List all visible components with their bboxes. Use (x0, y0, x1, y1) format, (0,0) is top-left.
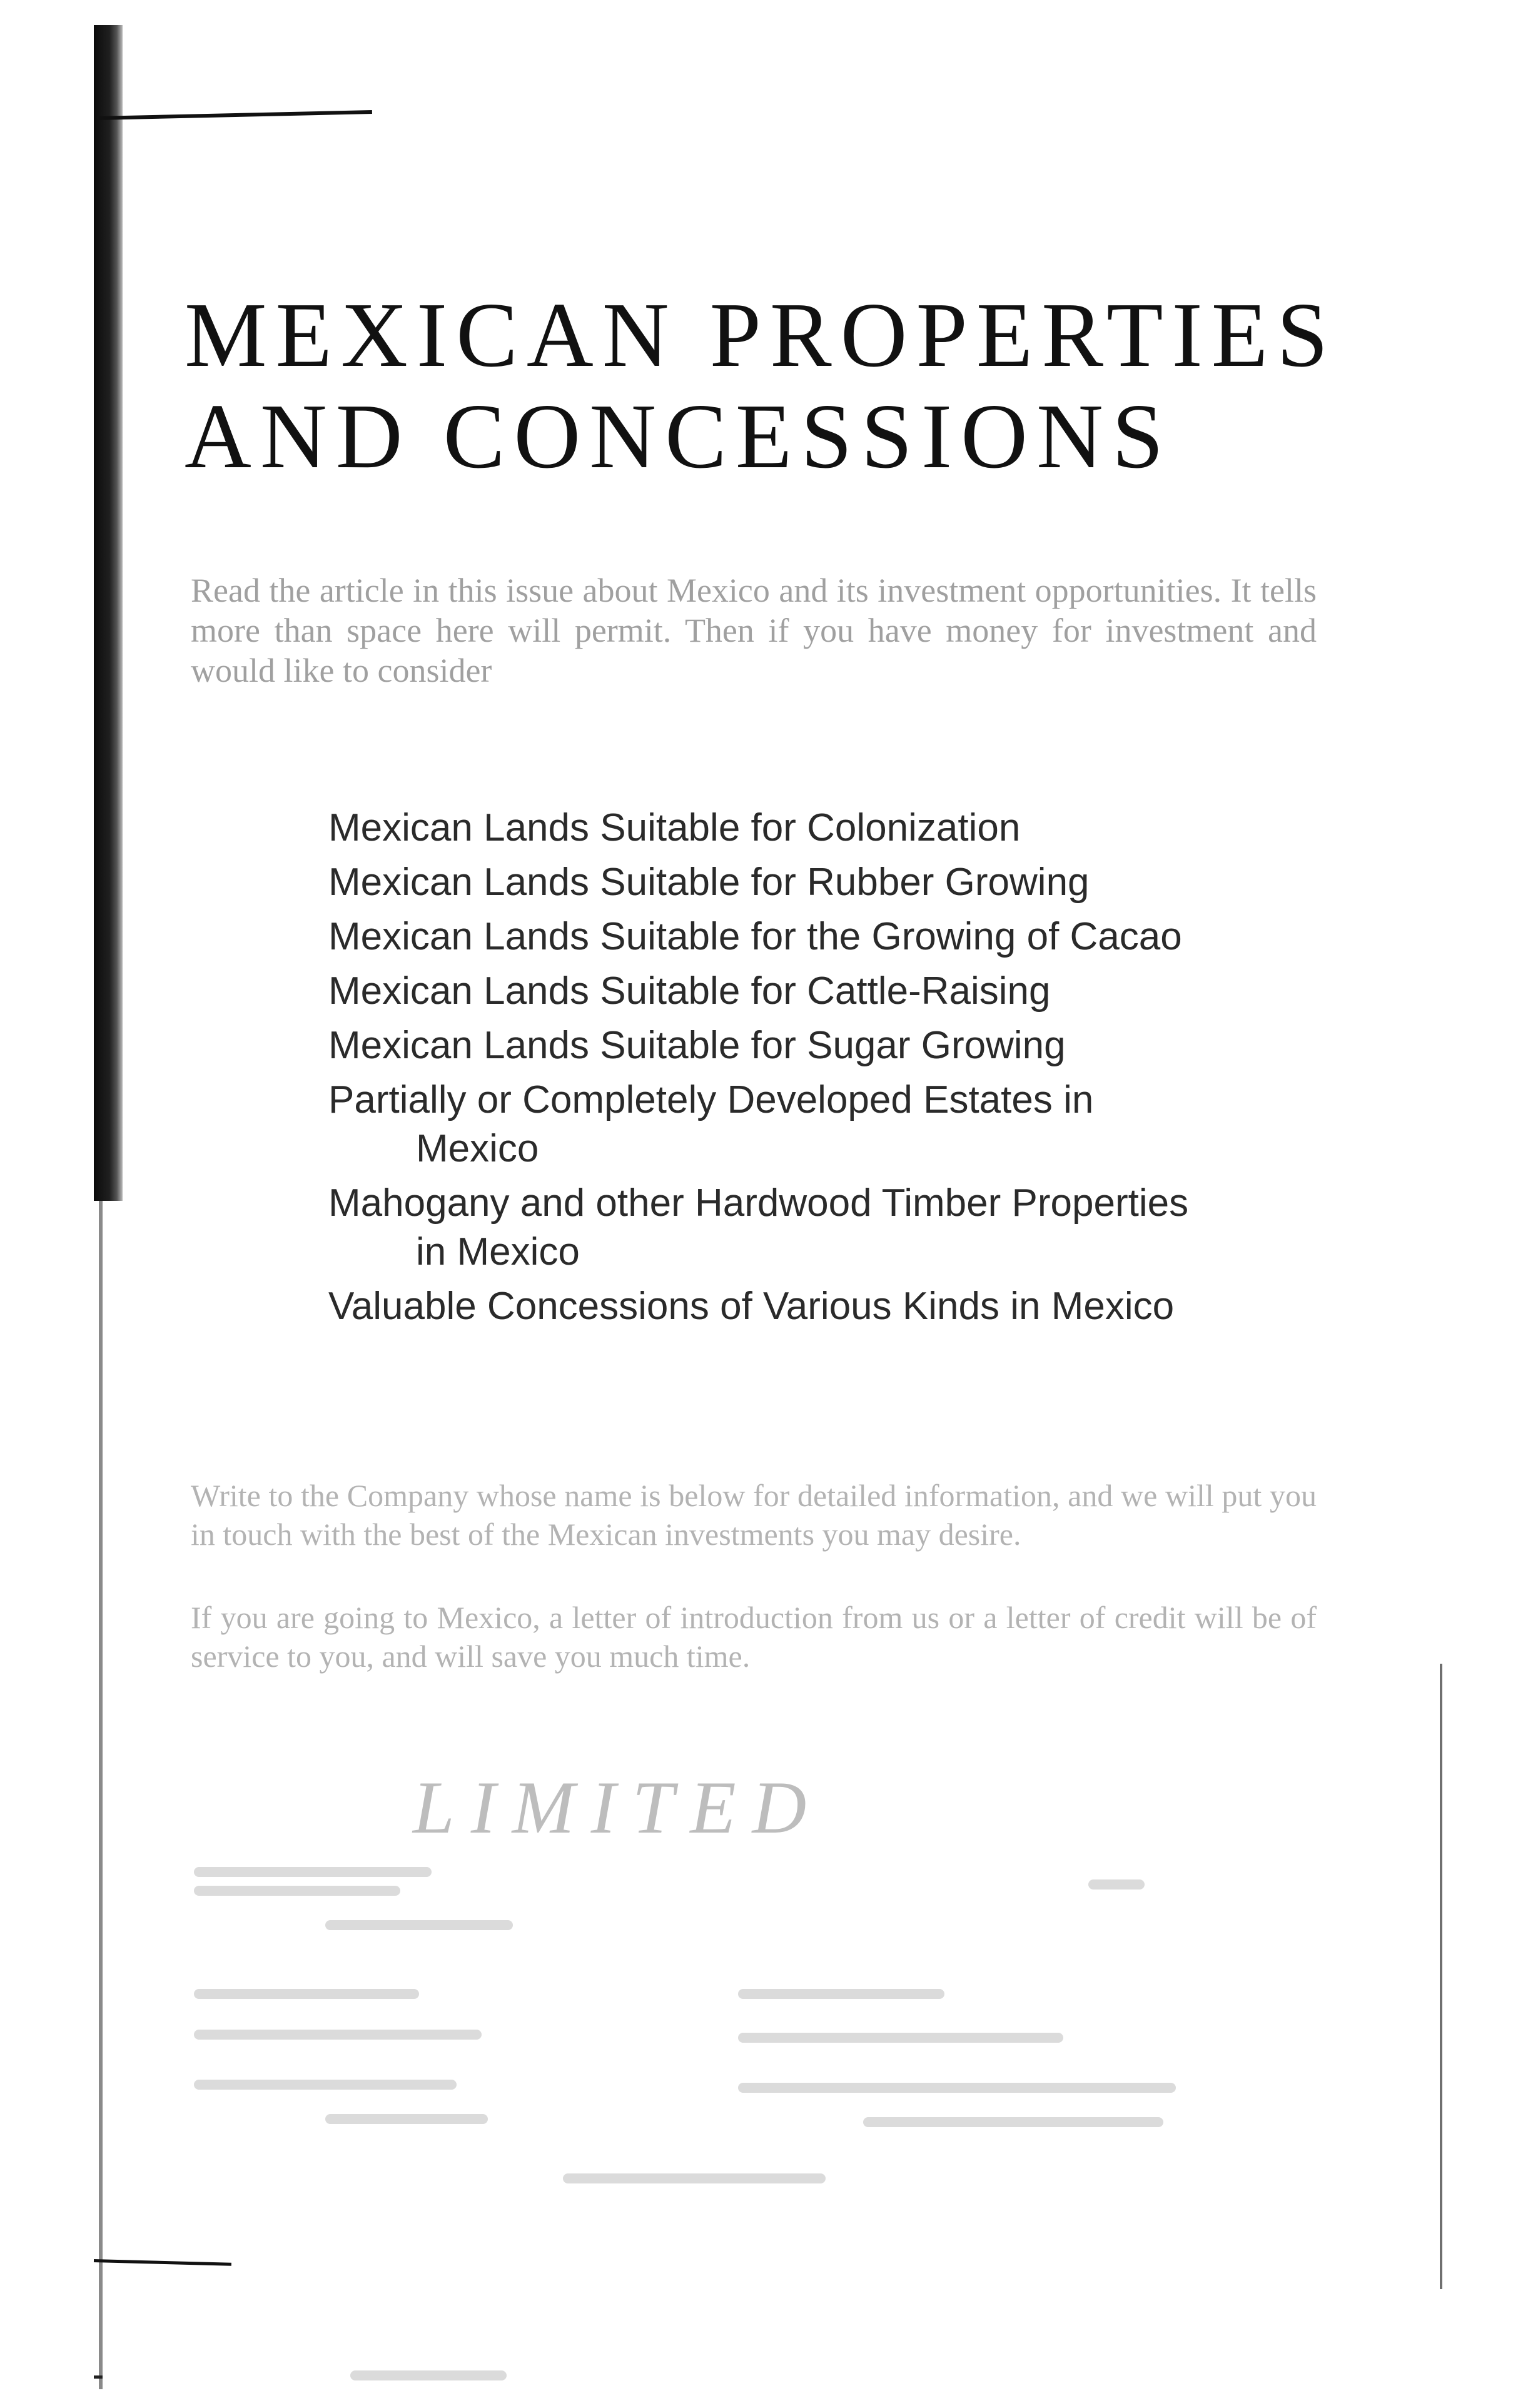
faded-address-line (194, 1867, 432, 1877)
faded-address-line (738, 2083, 1176, 2093)
scan-binding-edge (94, 25, 123, 1201)
property-list (328, 804, 1217, 1337)
faded-address-line (194, 2030, 482, 2040)
page-title (185, 284, 1337, 488)
property-item: Partially or Completely Developed Estates in Mexico (328, 1078, 1094, 1170)
faded-address-line (738, 1989, 944, 1999)
faded-address-line (1088, 1879, 1145, 1889)
closing-paragraph-2: If you are going to Mexico, a letter of introduction from us or a letter of credit will be of service to you, and will save you much time. (191, 1600, 1317, 1674)
faded-address-line (325, 1920, 513, 1930)
intro-paragraph: Read the article in this issue about Mexico and its investment opportunities. It tells more than space here will permit. Then if you have money for investment and would like to consider (191, 572, 1317, 689)
property-item: Mexican Lands Suitable for Sugar Growing (328, 1024, 1066, 1067)
scan-margin-line (99, 1201, 103, 2389)
faded-address-line (194, 2080, 457, 2090)
faded-address-line (738, 2033, 1063, 2043)
property-item: Mexican Lands Suitable for Cattle-Raising (328, 969, 1051, 1013)
company-signature: LIMITED (413, 1766, 823, 1849)
faded-address-line (194, 1886, 400, 1896)
closing-paragraph-1: Write to the Company whose name is below for detailed information, and we will put you in touch with the best of the Mexican investments you may desire. (191, 1478, 1317, 1552)
property-item: Mexican Lands Suitable for Rubber Growing (328, 861, 1090, 904)
faded-address-line (863, 2117, 1163, 2127)
faded-address-line (325, 2114, 488, 2124)
corner-mark (94, 2375, 103, 2379)
title-line-1: MEXICAN PROPERTIES (185, 284, 1337, 387)
bottom-rule (94, 2259, 231, 2266)
property-item: Valuable Concessions of Various Kinds in Mexico (328, 1285, 1175, 1328)
title-line-2: AND CONCESSIONS (185, 385, 1173, 488)
faded-address-line (194, 1989, 419, 1999)
property-item: Mahogany and other Hardwood Timber Properties in Mexico (328, 1181, 1189, 1273)
top-rule (97, 110, 372, 120)
faded-address-line (350, 2370, 507, 2380)
right-margin-rule (1440, 1664, 1442, 2289)
faded-address-line (563, 2173, 826, 2183)
property-item: Mexican Lands Suitable for the Growing of Cacao (328, 915, 1182, 958)
property-item: Mexican Lands Suitable for Colonization (328, 806, 1021, 849)
